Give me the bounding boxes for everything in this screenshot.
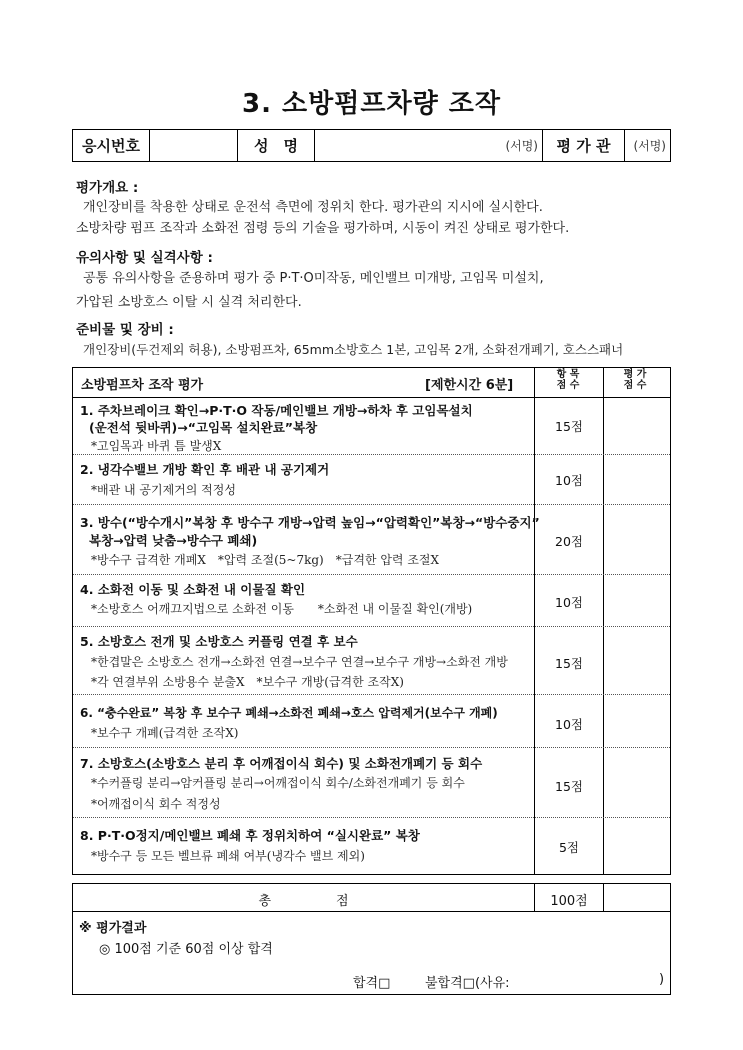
evaluation-item: 6. “충수완료” 복창 후 보수구 폐쇄→소화전 폐쇄→호스 압력제거(보수구 개폐) *보수구 개폐(급격한 조작X) xyxy=(80,706,498,740)
fail-checkbox[interactable]: 불합격□(사유: xyxy=(425,976,510,991)
exam-number-label: 응시번호 xyxy=(73,130,150,161)
item-note: *방수구 급격한 개폐X *압력 조절(5~7kg) *급격한 압력 조절X xyxy=(91,553,440,567)
item-note: *한겹말은 소방호스 전개→소화전 연결→보수구 연결→보수구 개방→소화전 개방 xyxy=(91,655,508,669)
cautions-heading: 유의사항 및 실격사항 : xyxy=(76,250,213,266)
sign-label: (서명) xyxy=(505,139,538,153)
evaluation-item: 5. 소방호스 전개 및 소방호스 커플링 연결 후 보수 *한겹말은 소방호스 전개→소화전 연결→보수구 연결→보수구 개방→소화전 개방 *각 연결부위 소방용수 분출X *보수구 개방(급격한 조작X) xyxy=(80,634,508,689)
name-field[interactable] xyxy=(315,130,543,161)
applicant-header-table xyxy=(72,129,671,162)
evaluation-item: 1. 주차브레이크 확인→P·T·O 작동/메인밸브 개방→하차 후 고임목설치 (운전석 뒷바퀴)→“고임목 설치완료”복창 *고임목과 바퀴 틈 발생X xyxy=(80,403,473,453)
overview-heading: 평가개요 : xyxy=(76,180,139,196)
equipment-heading: 준비물 및 장비 : xyxy=(76,322,174,338)
item-note: *수커플링 분리→암커플링 분리→어깨접이식 회수/소화전개폐기 등 회수 xyxy=(91,776,465,790)
eval-score-header: 평 가 점 수 xyxy=(623,369,647,391)
reason-close: ) xyxy=(659,972,665,987)
evaluation-item: 8. P·T·O정지/메인밸브 폐쇄 후 정위치하여 “실시완료” 복창 *방수구 등 모든 벨브류 폐쇄 여부(냉각수 밸브 제외) xyxy=(80,828,420,863)
equipment-line: 개인장비(두건제외 허용), 소방펌프차, 65mm소방호스 1본, 고임목 2개, 소화전개폐기, 호스스패너 xyxy=(83,342,624,357)
cautions-line: 공통 유의사항을 준용하며 평가 중 P·T·O미작동, 메인밸브 미개방, 고임목 미설치, xyxy=(83,271,544,286)
table-title: 소방펌프차 조작 평가 xyxy=(81,378,204,393)
sign-label: (서명) xyxy=(633,139,666,153)
total-row xyxy=(73,884,670,912)
item-note: *소방호스 어깨끄지법으로 소화전 이동 *소화전 내 이물질 확인(개방) xyxy=(91,602,473,616)
page-title: 3. 소방펌프차량 조작 xyxy=(242,89,501,119)
item-score: 15점 xyxy=(555,779,583,794)
item-score: 10점 xyxy=(555,473,583,488)
evaluator-label: 평 가 관 xyxy=(543,130,625,161)
evaluation-table-header xyxy=(73,368,670,398)
item-score: 15점 xyxy=(555,419,583,434)
item-note: *배관 내 공기제거의 적정성 xyxy=(91,483,236,497)
evaluation-item: 3. 방수(“방수개시”복창 후 방수구 개방→압력 높임→“압력확인”복창→“방수중지” 복창→압력 낮춤→방수구 폐쇄) *방수구 급격한 개폐X *압력 조절(5~7kg) *급격한 압력 조절X xyxy=(80,515,540,567)
result-heading: ※ 평가결과 xyxy=(79,921,147,936)
evaluation-item: 2. 냉각수밸브 개방 확인 후 배관 내 공기제거 *배관 내 공기제거의 적정성 xyxy=(80,462,330,497)
evaluation-table xyxy=(72,367,671,875)
cautions-line: 가압된 소방호스 이탈 시 실격 처리한다. xyxy=(76,295,302,310)
evaluation-item: 7. 소방호스(소방호스 분리 후 어깨접이식 회수) 및 소화전개폐기 등 회수 *수커플링 분리→암커플링 분리→어깨접이식 회수/소화전개폐기 등 회수 *어깨접이식 회수 적정성 xyxy=(80,756,483,811)
total-value: 100점 xyxy=(550,894,588,909)
exam-number-field[interactable] xyxy=(150,130,238,161)
item-score: 10점 xyxy=(555,595,583,610)
item-note: *보수구 개폐(급격한 조작X) xyxy=(91,726,239,740)
item-score: 20점 xyxy=(555,534,583,549)
evaluation-item: 4. 소화전 이동 및 소화전 내 이물질 확인 *소방호스 어깨끄지법으로 소화전 이동 *소화전 내 이물질 확인(개방) xyxy=(80,582,473,616)
time-limit: [제한시간 6분] xyxy=(425,378,514,393)
item-score: 10점 xyxy=(555,717,583,732)
overview-line: 개인장비를 착용한 상태로 운전석 측면에 정위치 한다. 평가관의 지시에 실시한다. xyxy=(83,200,543,215)
item-score: 15점 xyxy=(555,656,583,671)
pass-criteria: ◎ 100점 기준 60점 이상 합격 xyxy=(99,942,273,957)
item-note: *방수구 등 모든 벨브류 폐쇄 여부(냉각수 밸브 제외) xyxy=(91,849,365,863)
name-label: 성 명 xyxy=(238,130,315,161)
evaluator-field[interactable] xyxy=(625,130,670,161)
total-result-table xyxy=(72,883,671,995)
item-note: *고임목과 바퀴 틈 발생X xyxy=(91,439,222,453)
total-label: 총 점 xyxy=(258,894,349,909)
overview-line: 소방차량 펌프 조작과 소화전 점령 등의 기술을 평가하며, 시동이 켜진 상태로 평가한다. xyxy=(76,221,570,236)
item-score-header: 항 목 점 수 xyxy=(556,369,580,391)
item-note: *각 연결부위 소방용수 분출X *보수구 개방(급격한 조작X) xyxy=(91,675,404,689)
item-note: *어깨접이식 회수 적정성 xyxy=(91,797,221,811)
pass-checkbox[interactable]: 합격□ xyxy=(353,976,391,991)
item-score: 5점 xyxy=(558,840,580,855)
